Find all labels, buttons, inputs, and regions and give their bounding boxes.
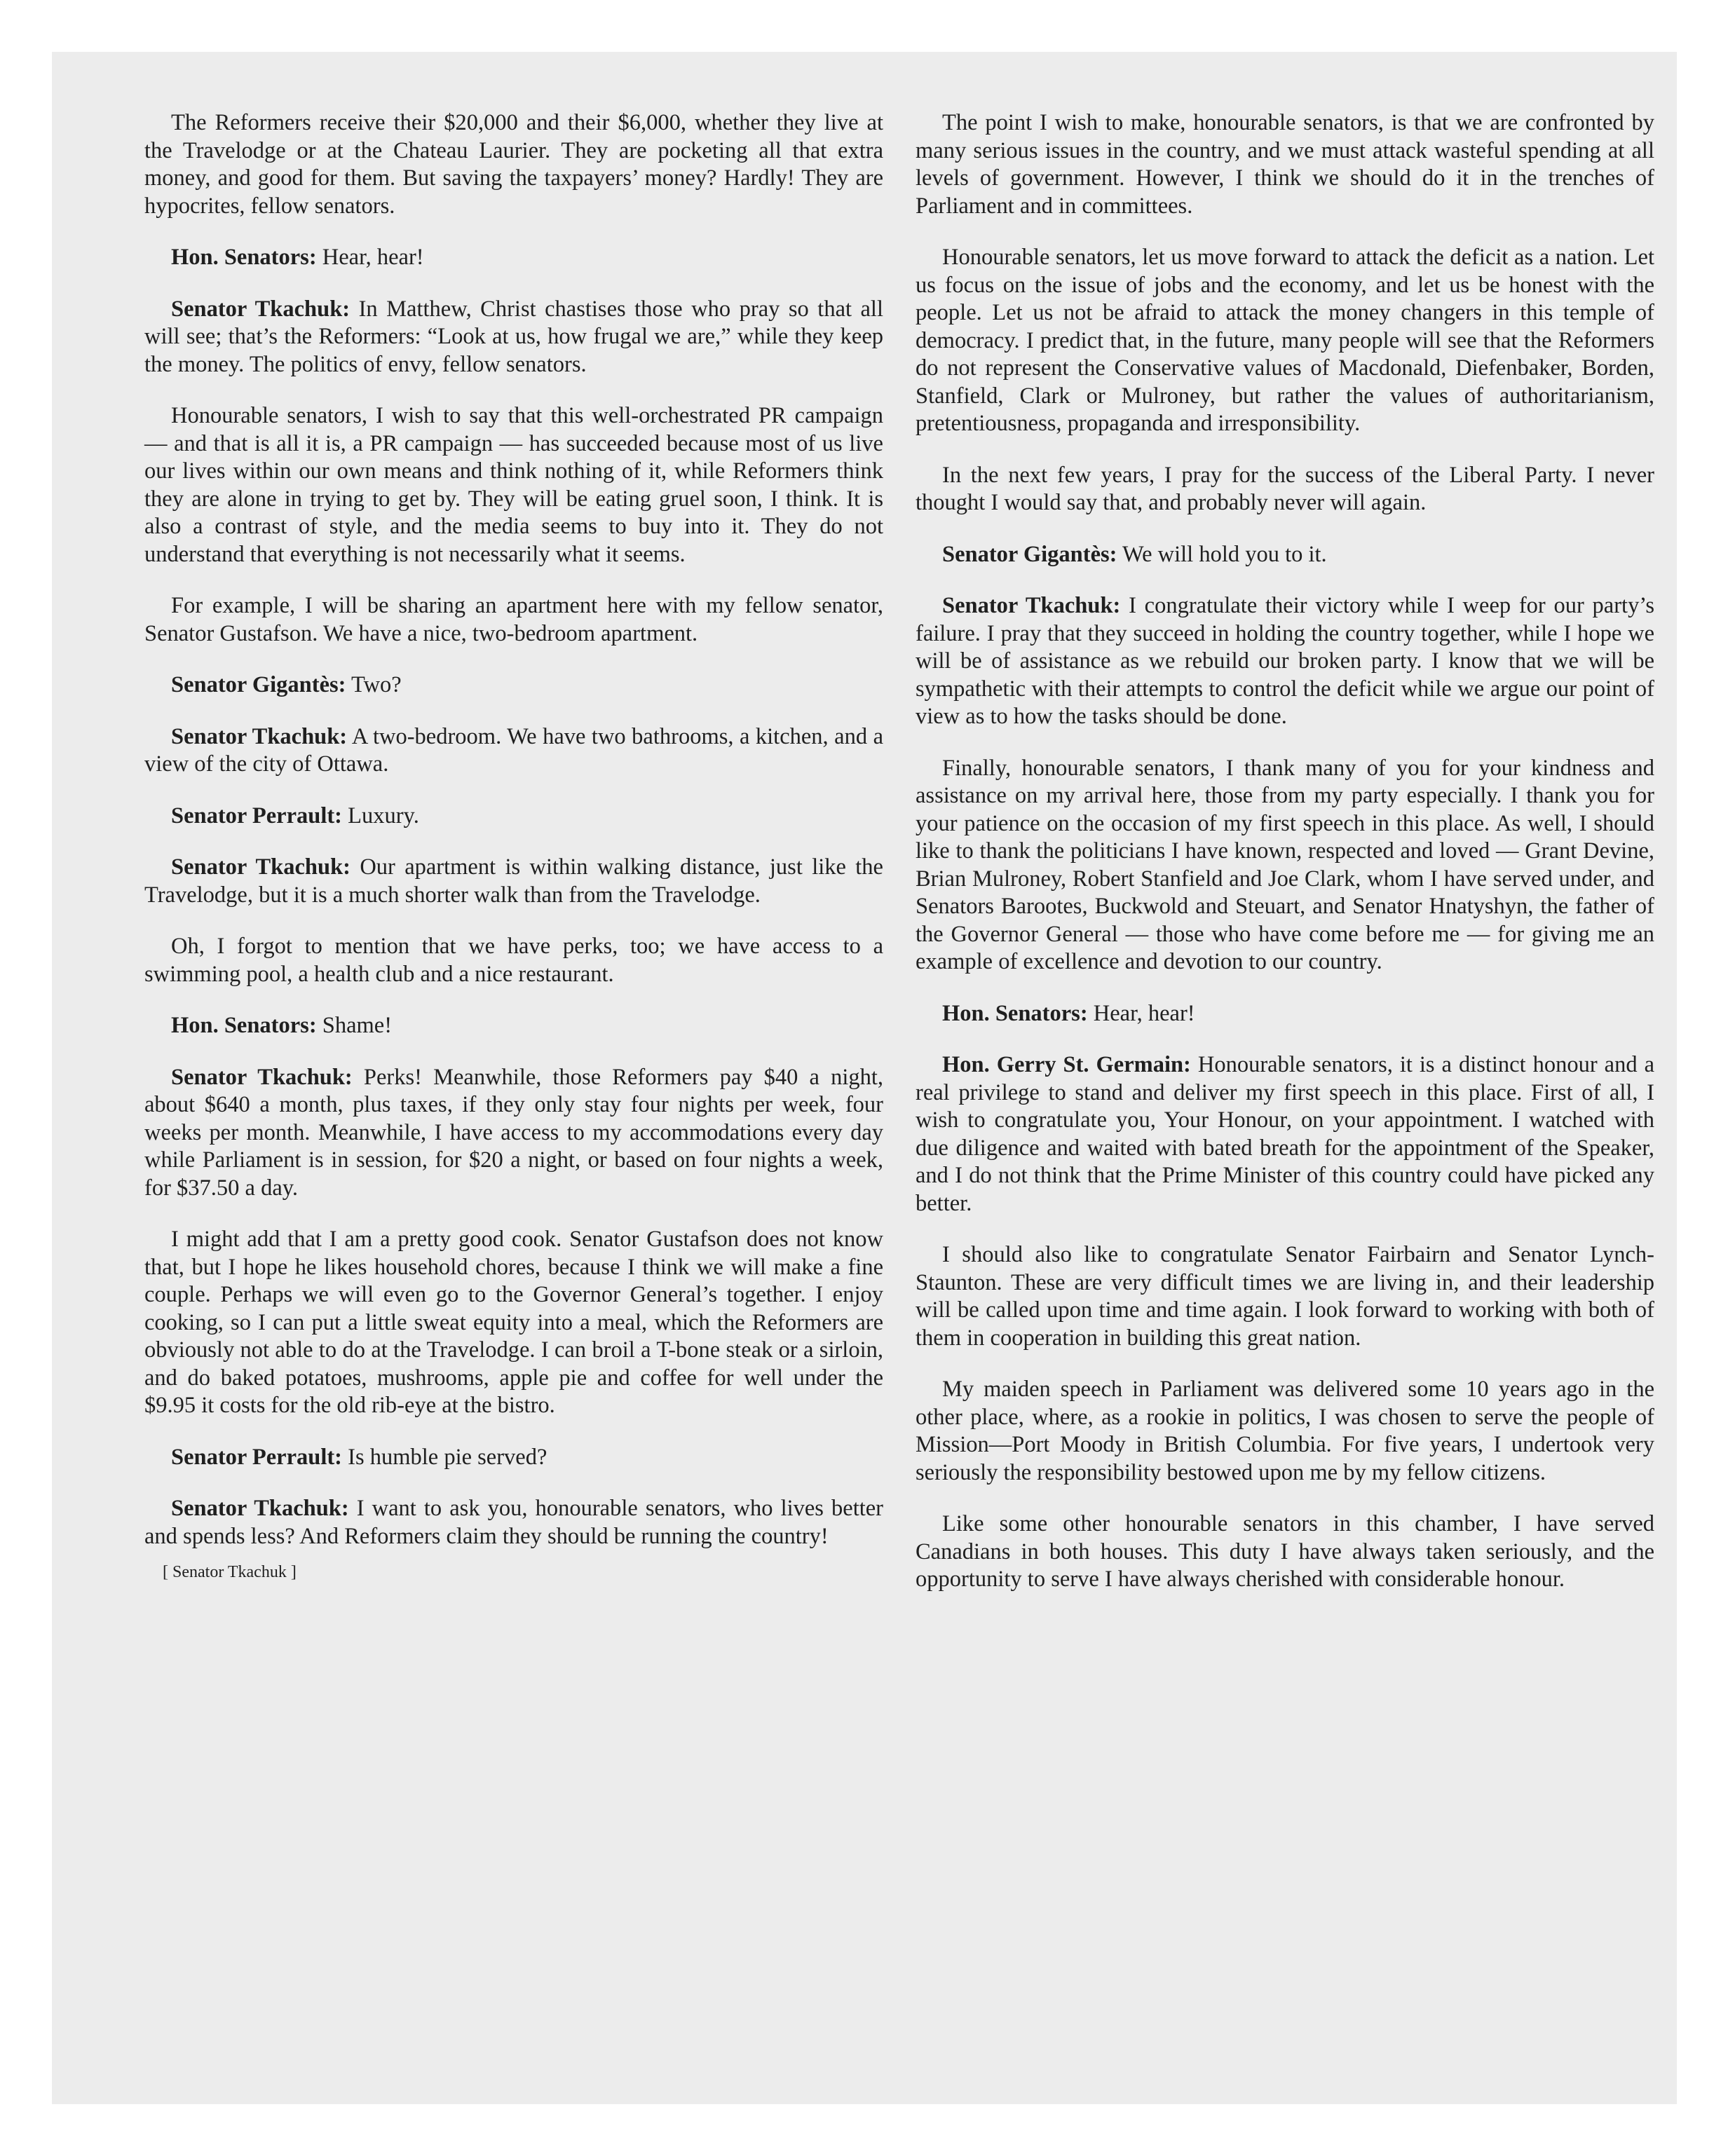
- speaker-name: Hon. Senators:: [171, 1013, 317, 1038]
- paragraph-text: The Reformers receive their $20,000 and their $6,000, whether they live at the Travelodge or at the Chateau Laurier. They are pocketing all that extra money, and good for them. But saving the taxpayers’ money? Hardly! They are hypocrites, fellow senators.: [144, 110, 883, 219]
- speaker-name: Hon. Gerry St. Germain:: [942, 1052, 1191, 1077]
- paragraph-text: Honourable senators, let us move forward to attack the deficit as a nation. Let us focus on the issue of jobs and the economy, and let us be honest with the people. Let us not be afraid to attack the money changers in this temple of democracy. I predict that, in the future, many people will see that the Reformers do not represent the Conservative values of Macdonald, Diefenbaker, Borden, Stanfield, Clark or Mulroney, but rather the values of authoritarianism, pretentiousness, propaganda and irresponsibility.: [916, 245, 1654, 436]
- paragraph-text: I want to ask you, honourable senators, who lives better and spends less? And Reformers claim they should be running the country!: [144, 1496, 884, 1549]
- speaker-name: Senator Tkachuk:: [942, 593, 1121, 618]
- paragraph-text: Luxury.: [342, 803, 419, 828]
- paragraph-text: In the next few years, I pray for the success of the Liberal Party. I never thought I would say that, and probably never will again.: [916, 462, 1654, 515]
- paragraph-text: A two-bedroom. We have two bathrooms, a kitchen, and a view of the city of Ottawa.: [144, 723, 884, 777]
- paragraph-text: Hear, hear!: [1087, 1000, 1195, 1026]
- speaker-name: Senator Gigantès:: [171, 672, 346, 697]
- speaker-name: Hon. Senators:: [171, 245, 317, 270]
- paragraph: [916, 462, 1654, 517]
- paragraph: [916, 1051, 1654, 1217]
- paragraph-text: Perks! Meanwhile, those Reformers pay $40 a night, about $640 a month, plus taxes, if they only stay four nights per week, four weeks per month. Meanwhile, I have access to my accommodations every day while Parliament is in session, for $20 a night, or based on four nights a week, for $37.50 a day.: [144, 1064, 884, 1201]
- speaker-name: Senator Perrault:: [171, 803, 342, 828]
- paragraph: [916, 1376, 1654, 1487]
- left-column: [144, 109, 883, 1583]
- speaker-name: Hon. Senators:: [942, 1000, 1088, 1026]
- paragraph: [144, 1226, 883, 1420]
- paragraph-text: We will hold you to it.: [1117, 541, 1327, 567]
- paragraph-text: I congratulate their victory while I weep for our party’s failure. I pray that they succeed in holding the country together, while I hope we will be of assistance as we rebuild our broken party. I know that we will be sympathetic with their attempts to control the deficit while we argue our point of view as to how the tasks should be done.: [916, 593, 1654, 729]
- paragraph-text: Honourable senators, it is a distinct honour and a real privilege to stand and deliver my first speech in this place. First of all, I wish to congratulate you, Your Honour, on your appointment. I watched with due diligence and waited with bated breath for the appointment of the Speaker, and I do not think that the Prime Minister of this country could have picked any better.: [916, 1052, 1654, 1216]
- speaker-name: Senator Tkachuk:: [171, 296, 351, 322]
- paragraph: [916, 1241, 1654, 1352]
- paragraph-text: Shame!: [316, 1013, 393, 1038]
- paragraph: [144, 244, 883, 272]
- paragraph: [144, 671, 883, 700]
- paragraph: [144, 109, 883, 220]
- paragraph-text: Honourable senators, I wish to say that this well-orchestrated PR campaign — and that is all it is, a PR campaign — has succeeded because most of us live our lives within our own means and think nothing of it, while Reformers think they are alone in trying to get by. They will be eating gruel soon, I think. It is also a contrast of style, and the media seems to buy into it. They do not understand that everything is not necessarily what it seems.: [144, 403, 883, 567]
- paragraph: [144, 1495, 883, 1550]
- paragraph: [916, 109, 1654, 220]
- paragraph: [144, 723, 883, 779]
- paragraph: [144, 402, 883, 568]
- paragraph: [144, 1064, 883, 1203]
- paragraph: [144, 592, 883, 648]
- paragraph-text: My maiden speech in Parliament was delivered some 10 years ago in the other place, where, as a rookie in politics, I was chosen to serve the people of Mission—Port Moody in British Columbia. For five years, I undertook very seriously the responsibility bestowed upon me by my fellow citizens.: [916, 1377, 1654, 1485]
- paragraph-text: I should also like to congratulate Senator Fairbairn and Senator Lynch-Staunton. These are very difficult times we are living in, and their leadership will be called upon time and time again. I look forward to working with both of them in cooperation in building this great nation.: [916, 1242, 1654, 1351]
- paragraph-text: Is humble pie served?: [342, 1444, 547, 1470]
- paragraph-text: For example, I will be sharing an apartment here with my fellow senator, Senator Gustafson. We have a nice, two-bedroom apartment.: [144, 593, 883, 646]
- document-page: [52, 52, 1677, 2104]
- paragraph-text: Finally, honourable senators, I thank many of you for your kindness and assistance on my arrival here, those from my party especially. I thank you for your patience on the occasion of my first speech in this place. As well, I should like to thank the politicians I have known, respected and loved — Grant Devine, Brian Mulroney, Robert Stanfield and Joe Clark, whom I have served under, and Senators Barootes, Buckwold and Steuart, and Senator Hnatyshyn, the father of the Governor General — those who have come before me — for giving me an example of excellence and devotion to our country.: [916, 755, 1654, 974]
- paragraph: [144, 933, 883, 988]
- right-column: [916, 109, 1654, 1618]
- speaker-name: Senator Tkachuk:: [171, 1064, 353, 1090]
- paragraph: [916, 592, 1654, 731]
- paragraph-text: I might add that I am a pretty good cook. Senator Gustafson does not know that, but I hope he likes household chores, because I think we will make a fine couple. Perhaps we will even go to the Governor General’s together. I enjoy cooking, so I can put a little sweat equity into a meal, which the Reformers are obviously not able to do at the Travelodge. I can broil a T-bone steak or a sirloin, and do baked potatoes, mushrooms, apple pie and coffee for well under the $9.95 it costs for the old rib-eye at the bistro.: [144, 1227, 883, 1418]
- paragraph: [916, 541, 1654, 569]
- paragraph: [144, 1444, 883, 1472]
- speaker-name: Senator Tkachuk:: [171, 854, 351, 880]
- paragraph: [144, 803, 883, 831]
- paragraph-text: Oh, I forgot to mention that we have perks, too; we have access to a swimming pool, a health club and a nice restaurant.: [144, 934, 883, 987]
- speaker-name: Senator Tkachuk:: [171, 1496, 349, 1521]
- paragraph-text: Hear, hear!: [316, 245, 424, 270]
- paragraph: [144, 854, 883, 909]
- paragraph-text: The point I wish to make, honourable senators, is that we are confronted by many serious issues in the country, and we must attack wasteful spending at all levels of government. However, I think we should do it in the trenches of Parliament and in committees.: [916, 110, 1654, 219]
- speaker-name: Senator Perrault:: [171, 1444, 342, 1470]
- paragraph-text: Like some other honourable senators in this chamber, I have served Canadians in both houses. This duty I have always taken seriously, and the opportunity to serve I have always cherished with considerable honour.: [916, 1511, 1654, 1592]
- paragraph-text: In Matthew, Christ chastises those who pray so that all will see; that’s the Reformers: “Look at us, how frugal we are,” while they keep the money. The politics of envy, fellow senators.: [144, 296, 883, 377]
- speaker-name: Senator Tkachuk:: [171, 723, 348, 749]
- paragraph-text: Two?: [346, 672, 402, 697]
- paragraph: [144, 1012, 883, 1040]
- paragraph: [144, 296, 883, 379]
- paragraph-text: Our apartment is within walking distance, just like the Travelodge, but it is a much shorter walk than from the Travelodge.: [144, 854, 883, 908]
- paragraph: [916, 1510, 1654, 1594]
- paragraph: [916, 244, 1654, 438]
- paragraph: [916, 755, 1654, 976]
- speaker-name: Senator Gigantès:: [942, 541, 1117, 567]
- page-footer-tag: [ Senator Tkachuk ]: [163, 1563, 297, 1581]
- paragraph: [916, 1000, 1654, 1028]
